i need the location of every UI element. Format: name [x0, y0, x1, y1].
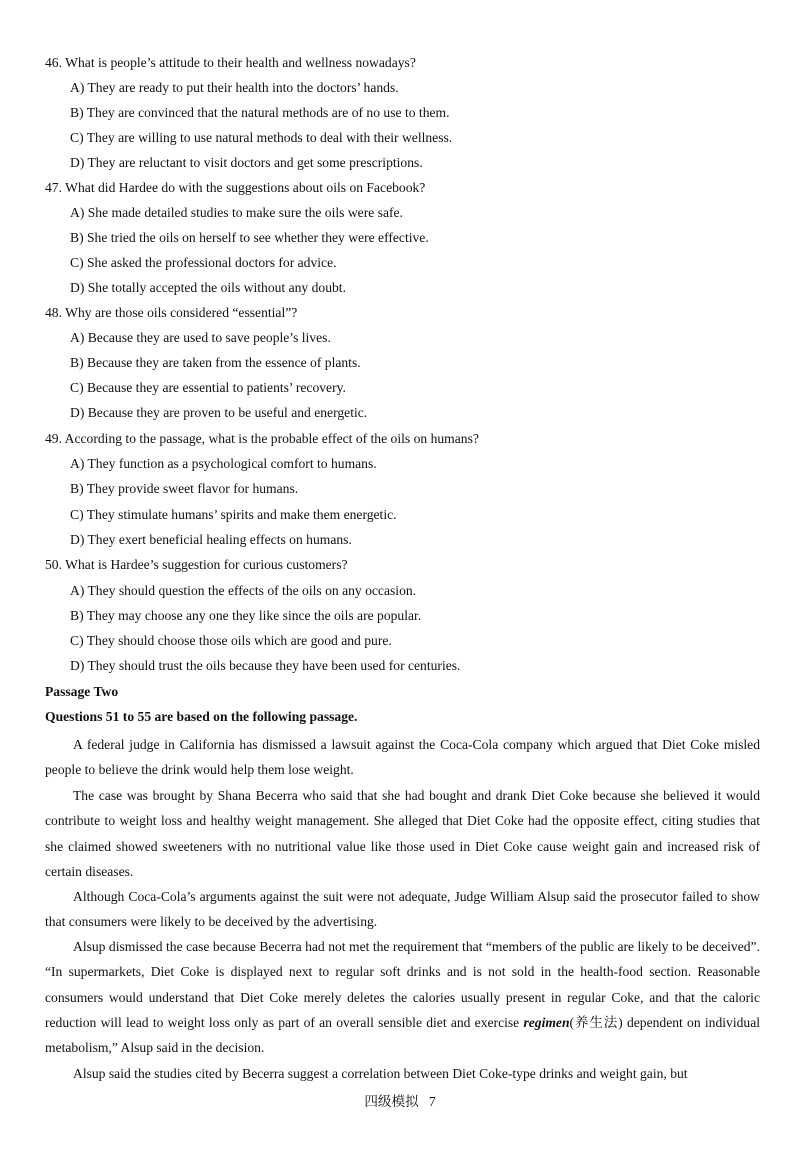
- passage-title: Passage Two: [45, 684, 119, 699]
- footer-label: 四级模拟: [364, 1094, 419, 1109]
- term-regimen: regimen: [523, 1014, 570, 1030]
- q46-option-c: C) They are willing to use natural methods to deal with their wellness.: [70, 130, 453, 145]
- q48-option-b: B) Because they are taken from the essence of plants.: [70, 355, 361, 370]
- q48-option-a: A) Because they are used to save people’s lives.: [70, 330, 331, 345]
- q46-option-b: B) They are convinced that the natural methods are of no use to them.: [70, 105, 450, 120]
- passage-paragraph-5: Alsup said the studies cited by Becerra suggest a correlation between Diet Coke-type drinks and weight gain, but: [73, 1066, 688, 1081]
- q50-option-d: D) They should trust the oils because they have been used for centuries.: [70, 658, 461, 673]
- page-number: 7: [428, 1094, 436, 1109]
- question-48: 48. Why are those oils considered “essential”?: [45, 305, 298, 320]
- passage-paragraph-1: A federal judge in California has dismissed a lawsuit against the Coca-Cola company which argued that Diet Coke misled people to believe the drink would help them lose weight.: [45, 737, 760, 778]
- question-46: 46. What is people’s attitude to their health and wellness nowadays?: [45, 55, 416, 70]
- q50-option-a: A) They should question the effects of the oils on any occasion.: [70, 583, 417, 598]
- q46-option-d: D) They are reluctant to visit doctors and get some prescriptions.: [70, 155, 423, 170]
- question-50: 50. What is Hardee’s suggestion for curious customers?: [45, 557, 348, 572]
- q50-option-b: B) They may choose any one they like since the oils are popular.: [70, 608, 422, 623]
- q46-option-a: A) They are ready to put their health into the doctors’ hands.: [70, 80, 399, 95]
- term-gloss: (养生法): [569, 1014, 623, 1030]
- q49-option-a: A) They function as a psychological comfort to humans.: [70, 456, 377, 471]
- q49-option-c: C) They stimulate humans’ spirits and make them energetic.: [70, 507, 397, 522]
- q47-option-b: B) She tried the oils on herself to see whether they were effective.: [70, 230, 429, 245]
- q50-option-c: C) They should choose those oils which are good and pure.: [70, 633, 392, 648]
- q49-option-d: D) They exert beneficial healing effects on humans.: [70, 532, 352, 547]
- q48-option-c: C) Because they are essential to patients’ recovery.: [70, 380, 346, 395]
- q47-option-d: D) She totally accepted the oils without any doubt.: [70, 280, 346, 295]
- page-footer: [0, 1090, 800, 1110]
- passage-instruction: Questions 51 to 55 are based on the following passage.: [45, 709, 358, 724]
- question-49: 49. According to the passage, what is the probable effect of the oils on humans?: [45, 431, 479, 446]
- q47-option-a: A) She made detailed studies to make sure the oils were safe.: [70, 205, 403, 220]
- passage-paragraph-4: Alsup dismissed the case because Becerra had not met the requirement that “members of the public are likely to be deceived”. “In supermarkets, Diet Coke is displayed next to regular soft drinks and is not sold in the health-food section. Reasonable consumers would understand that Diet Coke merely deletes the calories usually present in regular Coke, and that the caloric reduction will lead to weight loss only as part of an overall sensible diet and exercise regimen(养生法) dependent on individual metabolism,” Alsup said in the decision.: [45, 939, 761, 1056]
- passage-paragraph-2: The case was brought by Shana Becerra who said that she had bought and drank Diet Coke because she believed it would contribute to weight loss and healthy weight management. She alleged that Diet Coke had the opposite effect, citing studies that she claimed showed sweeteners with no nutritional value like those used in Diet Coke cause weight gain and increased risk of certain diseases.: [45, 788, 760, 879]
- q48-option-d: D) Because they are proven to be useful and energetic.: [70, 405, 368, 420]
- passage-paragraph-3: Although Coca-Cola’s arguments against the suit were not adequate, Judge William Alsup said the prosecutor failed to show that consumers were likely to be deceived by the advertising.: [45, 889, 760, 930]
- q49-option-b: B) They provide sweet flavor for humans.: [70, 481, 299, 496]
- question-47: 47. What did Hardee do with the suggestions about oils on Facebook?: [45, 180, 426, 195]
- q47-option-c: C) She asked the professional doctors for advice.: [70, 255, 337, 270]
